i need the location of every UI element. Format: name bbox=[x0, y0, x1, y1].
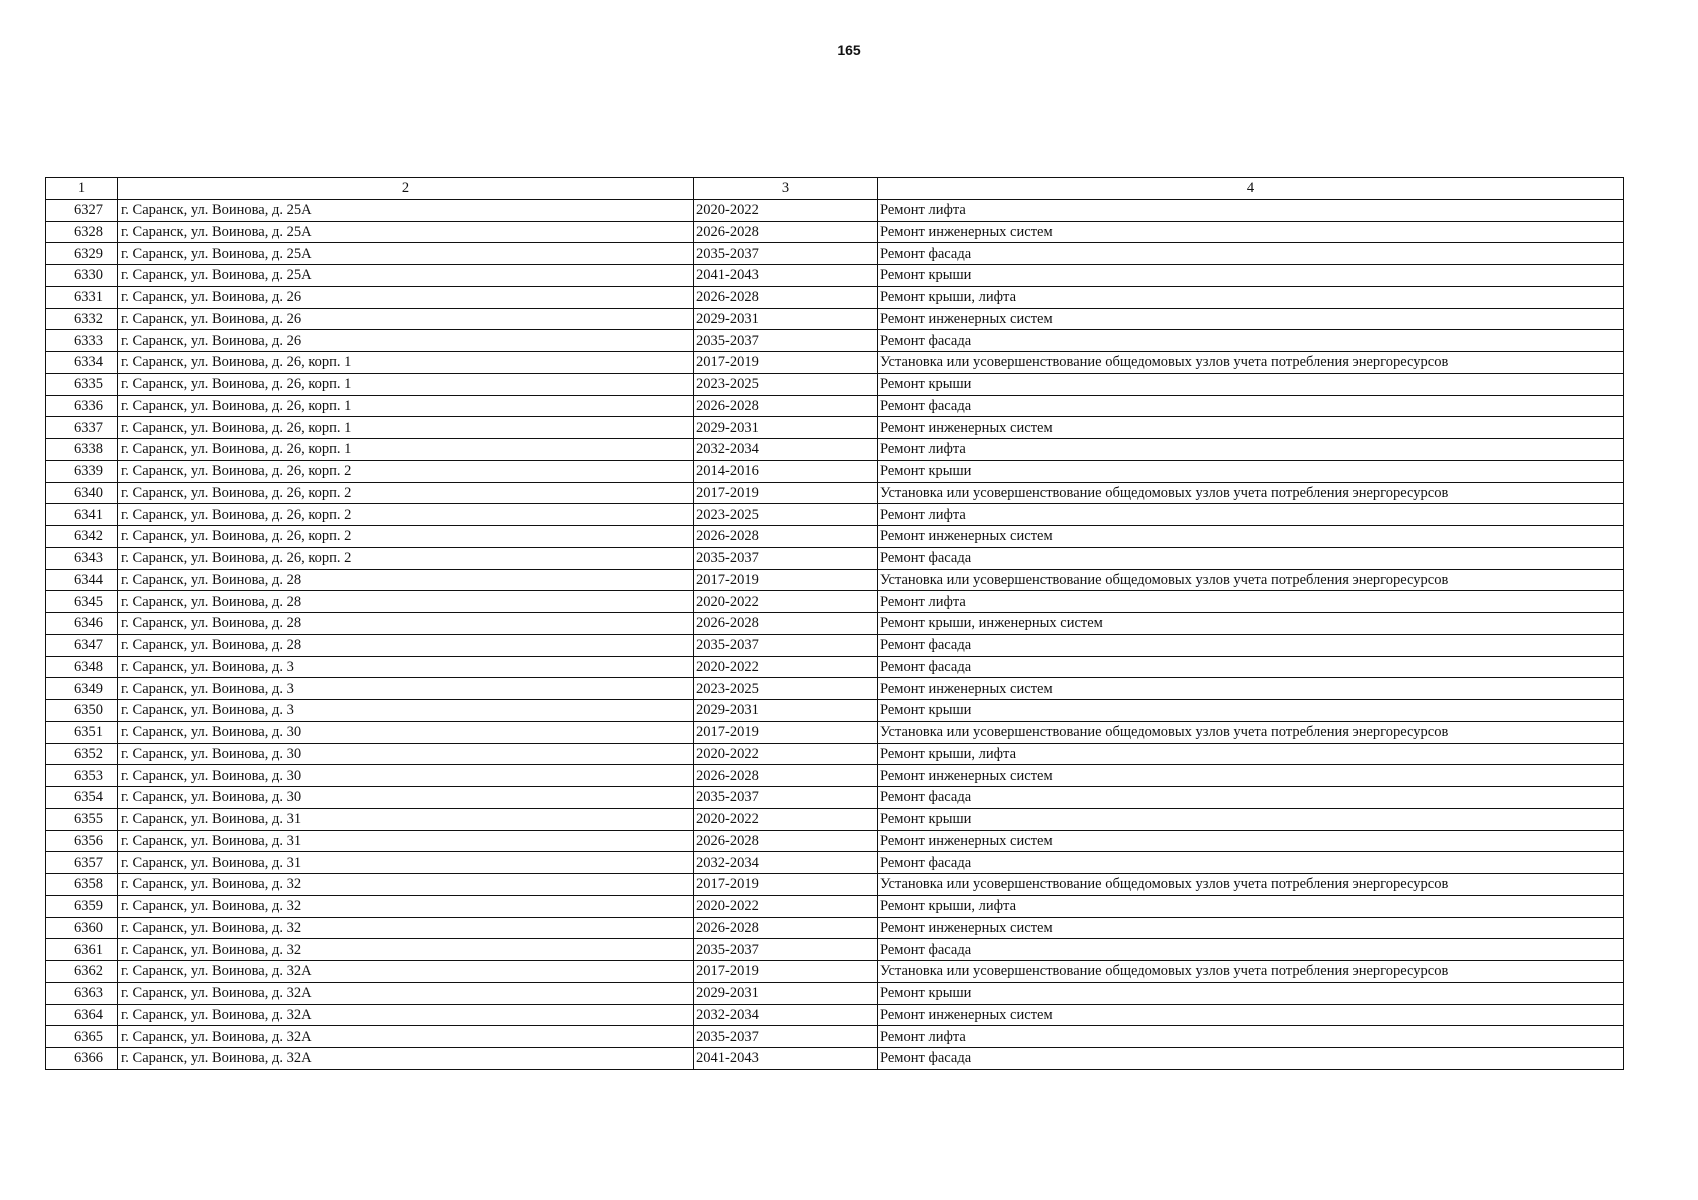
row-number: 6338 bbox=[46, 439, 118, 461]
address-cell: г. Саранск, ул. Воинова, д. 32А bbox=[118, 961, 694, 983]
row-number: 6350 bbox=[46, 700, 118, 722]
row-number: 6329 bbox=[46, 243, 118, 265]
table-row bbox=[46, 221, 1624, 243]
address-cell: г. Саранск, ул. Воинова, д. 26, корп. 1 bbox=[118, 373, 694, 395]
work-type-cell: Ремонт крыши bbox=[878, 700, 1624, 722]
work-type-cell: Ремонт инженерных систем bbox=[878, 417, 1624, 439]
period-cell: 2017-2019 bbox=[694, 482, 878, 504]
address-cell: г. Саранск, ул. Воинова, д. 26, корп. 1 bbox=[118, 352, 694, 374]
address-cell: г. Саранск, ул. Воинова, д. 26, корп. 1 bbox=[118, 439, 694, 461]
address-cell: г. Саранск, ул. Воинова, д. 25А bbox=[118, 221, 694, 243]
address-cell: г. Саранск, ул. Воинова, д. 26, корп. 1 bbox=[118, 395, 694, 417]
work-type-cell: Ремонт крыши bbox=[878, 460, 1624, 482]
row-number: 6328 bbox=[46, 221, 118, 243]
table-row bbox=[46, 569, 1624, 591]
row-number: 6337 bbox=[46, 417, 118, 439]
row-number: 6361 bbox=[46, 939, 118, 961]
row-number: 6353 bbox=[46, 765, 118, 787]
table-row bbox=[46, 373, 1624, 395]
period-cell: 2020-2022 bbox=[694, 895, 878, 917]
work-type-cell: Установка или усовершенствование общедомовых узлов учета потребления энергоресурсов bbox=[878, 352, 1624, 374]
row-number: 6331 bbox=[46, 286, 118, 308]
row-number: 6327 bbox=[46, 199, 118, 221]
address-cell: г. Саранск, ул. Воинова, д. 32 bbox=[118, 917, 694, 939]
work-type-cell: Ремонт инженерных систем bbox=[878, 917, 1624, 939]
address-cell: г. Саранск, ул. Воинова, д. 25А bbox=[118, 265, 694, 287]
period-cell: 2026-2028 bbox=[694, 765, 878, 787]
row-number: 6336 bbox=[46, 395, 118, 417]
address-cell: г. Саранск, ул. Воинова, д. 26, корп. 2 bbox=[118, 460, 694, 482]
header-col-3: 3 bbox=[694, 178, 878, 200]
row-number: 6360 bbox=[46, 917, 118, 939]
row-number: 6340 bbox=[46, 482, 118, 504]
address-cell: г. Саранск, ул. Воинова, д. 30 bbox=[118, 743, 694, 765]
table-row bbox=[46, 504, 1624, 526]
row-number: 6345 bbox=[46, 591, 118, 613]
row-number: 6347 bbox=[46, 634, 118, 656]
row-number: 6359 bbox=[46, 895, 118, 917]
work-type-cell: Ремонт крыши, инженерных систем bbox=[878, 613, 1624, 635]
address-cell: г. Саранск, ул. Воинова, д. 32А bbox=[118, 982, 694, 1004]
address-cell: г. Саранск, ул. Воинова, д. 3 bbox=[118, 700, 694, 722]
period-cell: 2026-2028 bbox=[694, 613, 878, 635]
period-cell: 2029-2031 bbox=[694, 417, 878, 439]
address-cell: г. Саранск, ул. Воинова, д. 26 bbox=[118, 286, 694, 308]
work-type-cell: Ремонт фасада bbox=[878, 852, 1624, 874]
address-cell: г. Саранск, ул. Воинова, д. 32 bbox=[118, 874, 694, 896]
work-type-cell: Ремонт фасада bbox=[878, 243, 1624, 265]
work-type-cell: Ремонт инженерных систем bbox=[878, 830, 1624, 852]
address-cell: г. Саранск, ул. Воинова, д. 26, корп. 1 bbox=[118, 417, 694, 439]
work-type-cell: Ремонт лифта bbox=[878, 199, 1624, 221]
work-type-cell: Ремонт крыши bbox=[878, 982, 1624, 1004]
work-type-cell: Ремонт крыши, лифта bbox=[878, 286, 1624, 308]
work-type-cell: Установка или усовершенствование общедомовых узлов учета потребления энергоресурсов bbox=[878, 961, 1624, 983]
table-row bbox=[46, 526, 1624, 548]
period-cell: 2026-2028 bbox=[694, 286, 878, 308]
period-cell: 2032-2034 bbox=[694, 1004, 878, 1026]
period-cell: 2026-2028 bbox=[694, 917, 878, 939]
row-number: 6346 bbox=[46, 613, 118, 635]
row-number: 6357 bbox=[46, 852, 118, 874]
table-row bbox=[46, 808, 1624, 830]
row-number: 6332 bbox=[46, 308, 118, 330]
period-cell: 2017-2019 bbox=[694, 874, 878, 896]
address-cell: г. Саранск, ул. Воинова, д. 30 bbox=[118, 765, 694, 787]
period-cell: 2023-2025 bbox=[694, 678, 878, 700]
row-number: 6342 bbox=[46, 526, 118, 548]
work-type-cell: Ремонт фасада bbox=[878, 395, 1624, 417]
period-cell: 2026-2028 bbox=[694, 221, 878, 243]
work-type-cell: Ремонт инженерных систем bbox=[878, 678, 1624, 700]
table-row bbox=[46, 765, 1624, 787]
table-row bbox=[46, 547, 1624, 569]
work-type-cell: Ремонт фасада bbox=[878, 787, 1624, 809]
work-type-cell: Установка или усовершенствование общедомовых узлов учета потребления энергоресурсов bbox=[878, 569, 1624, 591]
work-type-cell: Ремонт крыши, лифта bbox=[878, 895, 1624, 917]
address-cell: г. Саранск, ул. Воинова, д. 25А bbox=[118, 199, 694, 221]
table-row bbox=[46, 917, 1624, 939]
address-cell: г. Саранск, ул. Воинова, д. 26 bbox=[118, 308, 694, 330]
header-col-4: 4 bbox=[878, 178, 1624, 200]
work-type-cell: Ремонт фасада bbox=[878, 634, 1624, 656]
row-number: 6333 bbox=[46, 330, 118, 352]
row-number: 6366 bbox=[46, 1048, 118, 1070]
work-type-cell: Ремонт инженерных систем bbox=[878, 308, 1624, 330]
address-cell: г. Саранск, ул. Воинова, д. 26, корп. 2 bbox=[118, 547, 694, 569]
table-row bbox=[46, 199, 1624, 221]
row-number: 6356 bbox=[46, 830, 118, 852]
table-row bbox=[46, 613, 1624, 635]
row-number: 6334 bbox=[46, 352, 118, 374]
work-type-cell: Ремонт крыши bbox=[878, 265, 1624, 287]
address-cell: г. Саранск, ул. Воинова, д. 26 bbox=[118, 330, 694, 352]
address-cell: г. Саранск, ул. Воинова, д. 32 bbox=[118, 895, 694, 917]
table-row bbox=[46, 787, 1624, 809]
table-row bbox=[46, 874, 1624, 896]
row-number: 6349 bbox=[46, 678, 118, 700]
period-cell: 2041-2043 bbox=[694, 265, 878, 287]
table-row bbox=[46, 482, 1624, 504]
period-cell: 2032-2034 bbox=[694, 439, 878, 461]
address-cell: г. Саранск, ул. Воинова, д. 31 bbox=[118, 808, 694, 830]
header-row bbox=[46, 178, 1624, 200]
period-cell: 2035-2037 bbox=[694, 787, 878, 809]
table-row bbox=[46, 417, 1624, 439]
period-cell: 2029-2031 bbox=[694, 982, 878, 1004]
address-cell: г. Саранск, ул. Воинова, д. 30 bbox=[118, 787, 694, 809]
row-number: 6339 bbox=[46, 460, 118, 482]
table-row bbox=[46, 1004, 1624, 1026]
table-row bbox=[46, 634, 1624, 656]
work-type-cell: Ремонт фасада bbox=[878, 656, 1624, 678]
table-row bbox=[46, 830, 1624, 852]
address-cell: г. Саранск, ул. Воинова, д. 28 bbox=[118, 613, 694, 635]
period-cell: 2035-2037 bbox=[694, 547, 878, 569]
work-type-cell: Ремонт крыши bbox=[878, 373, 1624, 395]
row-number: 6341 bbox=[46, 504, 118, 526]
table-row bbox=[46, 308, 1624, 330]
work-type-cell: Ремонт лифта bbox=[878, 591, 1624, 613]
period-cell: 2020-2022 bbox=[694, 591, 878, 613]
table-row bbox=[46, 286, 1624, 308]
period-cell: 2020-2022 bbox=[694, 743, 878, 765]
work-type-cell: Ремонт лифта bbox=[878, 1026, 1624, 1048]
header-col-2: 2 bbox=[118, 178, 694, 200]
work-type-cell: Ремонт фасада bbox=[878, 1048, 1624, 1070]
period-cell: 2035-2037 bbox=[694, 634, 878, 656]
work-type-cell: Ремонт лифта bbox=[878, 439, 1624, 461]
table-header bbox=[46, 178, 1624, 200]
row-number: 6343 bbox=[46, 547, 118, 569]
period-cell: 2020-2022 bbox=[694, 656, 878, 678]
work-type-cell: Установка или усовершенствование общедомовых узлов учета потребления энергоресурсов bbox=[878, 482, 1624, 504]
period-cell: 2029-2031 bbox=[694, 700, 878, 722]
period-cell: 2035-2037 bbox=[694, 330, 878, 352]
period-cell: 2020-2022 bbox=[694, 808, 878, 830]
table-row bbox=[46, 721, 1624, 743]
work-type-cell: Установка или усовершенствование общедомовых узлов учета потребления энергоресурсов bbox=[878, 721, 1624, 743]
address-cell: г. Саранск, ул. Воинова, д. 26, корп. 2 bbox=[118, 526, 694, 548]
row-number: 6358 bbox=[46, 874, 118, 896]
table-row bbox=[46, 330, 1624, 352]
page-number: 165 bbox=[837, 42, 861, 58]
period-cell: 2041-2043 bbox=[694, 1048, 878, 1070]
period-cell: 2023-2025 bbox=[694, 373, 878, 395]
work-type-cell: Ремонт инженерных систем bbox=[878, 221, 1624, 243]
work-type-cell: Ремонт инженерных систем bbox=[878, 526, 1624, 548]
table-row bbox=[46, 1026, 1624, 1048]
work-type-cell: Ремонт фасада bbox=[878, 547, 1624, 569]
period-cell: 2026-2028 bbox=[694, 526, 878, 548]
period-cell: 2026-2028 bbox=[694, 830, 878, 852]
address-cell: г. Саранск, ул. Воинова, д. 32А bbox=[118, 1048, 694, 1070]
address-cell: г. Саранск, ул. Воинова, д. 3 bbox=[118, 678, 694, 700]
row-number: 6344 bbox=[46, 569, 118, 591]
table-row bbox=[46, 352, 1624, 374]
table-row bbox=[46, 939, 1624, 961]
table-row bbox=[46, 439, 1624, 461]
table-row bbox=[46, 656, 1624, 678]
work-type-cell: Ремонт фасада bbox=[878, 330, 1624, 352]
address-cell: г. Саранск, ул. Воинова, д. 32 bbox=[118, 939, 694, 961]
address-cell: г. Саранск, ул. Воинова, д. 26, корп. 2 bbox=[118, 482, 694, 504]
row-number: 6363 bbox=[46, 982, 118, 1004]
table-row bbox=[46, 591, 1624, 613]
period-cell: 2029-2031 bbox=[694, 308, 878, 330]
work-type-cell: Ремонт крыши, лифта bbox=[878, 743, 1624, 765]
row-number: 6348 bbox=[46, 656, 118, 678]
period-cell: 2035-2037 bbox=[694, 939, 878, 961]
row-number: 6352 bbox=[46, 743, 118, 765]
table-row bbox=[46, 678, 1624, 700]
address-cell: г. Саранск, ул. Воинова, д. 26, корп. 2 bbox=[118, 504, 694, 526]
address-cell: г. Саранск, ул. Воинова, д. 32А bbox=[118, 1004, 694, 1026]
address-cell: г. Саранск, ул. Воинова, д. 28 bbox=[118, 634, 694, 656]
address-cell: г. Саранск, ул. Воинова, д. 32А bbox=[118, 1026, 694, 1048]
row-number: 6355 bbox=[46, 808, 118, 830]
address-cell: г. Саранск, ул. Воинова, д. 30 bbox=[118, 721, 694, 743]
row-number: 6364 bbox=[46, 1004, 118, 1026]
address-cell: г. Саранск, ул. Воинова, д. 31 bbox=[118, 830, 694, 852]
row-number: 6354 bbox=[46, 787, 118, 809]
header-col-1: 1 bbox=[46, 178, 118, 200]
period-cell: 2017-2019 bbox=[694, 721, 878, 743]
work-type-cell: Ремонт крыши bbox=[878, 808, 1624, 830]
table-row bbox=[46, 743, 1624, 765]
table-row bbox=[46, 982, 1624, 1004]
period-cell: 2017-2019 bbox=[694, 352, 878, 374]
table-row bbox=[46, 852, 1624, 874]
row-number: 6335 bbox=[46, 373, 118, 395]
period-cell: 2017-2019 bbox=[694, 569, 878, 591]
repair-schedule-table bbox=[45, 177, 1624, 1070]
table-row bbox=[46, 1048, 1624, 1070]
period-cell: 2032-2034 bbox=[694, 852, 878, 874]
period-cell: 2023-2025 bbox=[694, 504, 878, 526]
period-cell: 2017-2019 bbox=[694, 961, 878, 983]
table-body bbox=[46, 199, 1624, 1069]
address-cell: г. Саранск, ул. Воинова, д. 31 bbox=[118, 852, 694, 874]
row-number: 6362 bbox=[46, 961, 118, 983]
row-number: 6330 bbox=[46, 265, 118, 287]
table-row bbox=[46, 243, 1624, 265]
period-cell: 2026-2028 bbox=[694, 395, 878, 417]
table-row bbox=[46, 700, 1624, 722]
work-type-cell: Ремонт инженерных систем bbox=[878, 1004, 1624, 1026]
table-row bbox=[46, 265, 1624, 287]
period-cell: 2035-2037 bbox=[694, 1026, 878, 1048]
work-type-cell: Установка или усовершенствование общедомовых узлов учета потребления энергоресурсов bbox=[878, 874, 1624, 896]
table-row bbox=[46, 961, 1624, 983]
row-number: 6351 bbox=[46, 721, 118, 743]
address-cell: г. Саранск, ул. Воинова, д. 28 bbox=[118, 569, 694, 591]
address-cell: г. Саранск, ул. Воинова, д. 3 bbox=[118, 656, 694, 678]
period-cell: 2035-2037 bbox=[694, 243, 878, 265]
address-cell: г. Саранск, ул. Воинова, д. 28 bbox=[118, 591, 694, 613]
table-row bbox=[46, 895, 1624, 917]
work-type-cell: Ремонт лифта bbox=[878, 504, 1624, 526]
table-row bbox=[46, 395, 1624, 417]
period-cell: 2020-2022 bbox=[694, 199, 878, 221]
row-number: 6365 bbox=[46, 1026, 118, 1048]
address-cell: г. Саранск, ул. Воинова, д. 25А bbox=[118, 243, 694, 265]
work-type-cell: Ремонт инженерных систем bbox=[878, 765, 1624, 787]
period-cell: 2014-2016 bbox=[694, 460, 878, 482]
work-type-cell: Ремонт фасада bbox=[878, 939, 1624, 961]
table-row bbox=[46, 460, 1624, 482]
